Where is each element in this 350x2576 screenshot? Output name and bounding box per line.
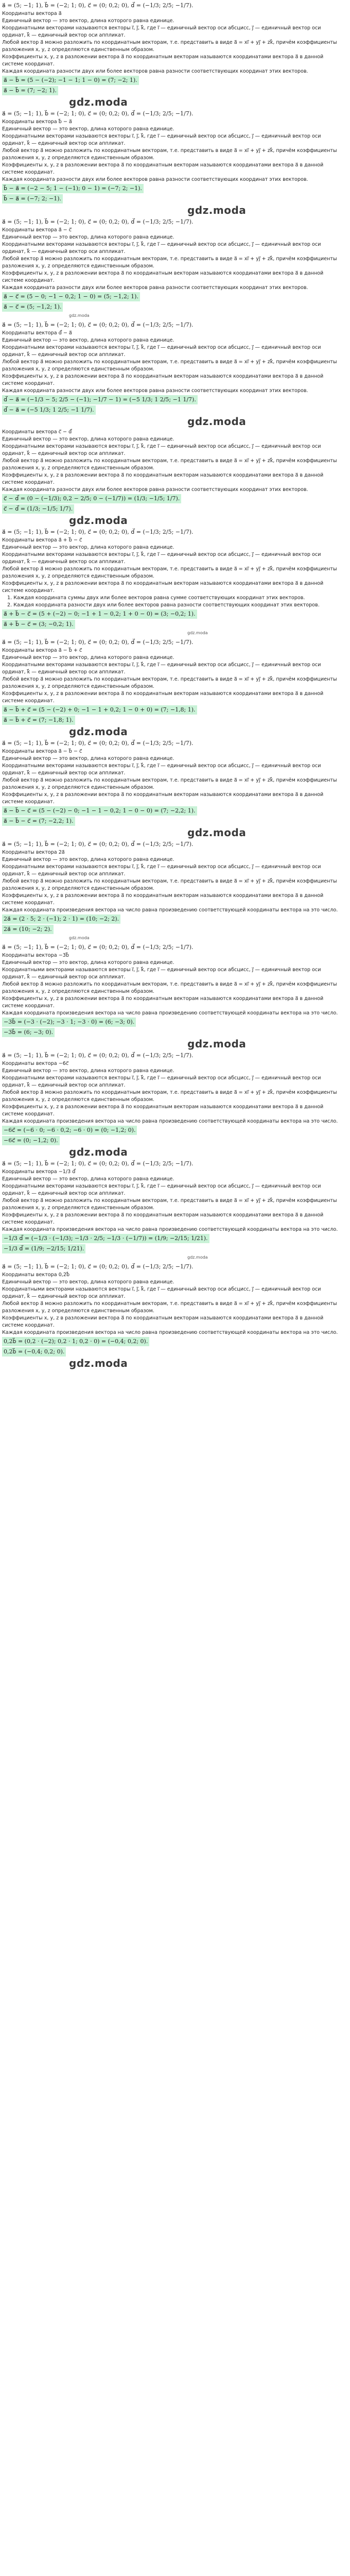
highlighted-result: d⃗ − a⃗ = (−1/3 − 5; 2/5 − (−1); −1/7 − 1) = (−5 1/3; 1 2/5; −1 1/7). (2, 395, 198, 404)
solution-section (2, 320, 344, 427)
answer-line (2, 619, 344, 630)
answer-line (2, 183, 344, 194)
answer-line (2, 609, 344, 619)
explanation-text: Любой вектор a⃗ можно разложить по координатным векторам, т.е. представить в виде a⃗ = xi⃗ + yj⃗ + zk⃗, причём коэффициенты разложения x, y, z определяются единственным образом. (2, 566, 337, 579)
explanation-text: Единичный вектор — это вектор, длина которого равна единице. (2, 857, 174, 862)
watermark-logo: gdz.moda (187, 1255, 208, 1260)
solution-section (2, 429, 344, 526)
explanation-text: Координатными векторами называются векторы i⃗, j⃗, k⃗, где i⃗ — единичный вектор оси абсцисс, j⃗ — единичный вектор оси ординат, k⃗ — единичный вектор оси аппликат. (2, 864, 321, 877)
explanation-text: Коэффициенты x, y, z в разложении вектора a⃗ по координатным векторам называются координатами вектора a⃗ в данной системе координат. (2, 581, 324, 594)
highlighted-result: a⃗ − c⃗ = (5; −1,2; 1). (2, 302, 63, 312)
explanation-text: Координатными векторами называются векторы i⃗, j⃗, k⃗, где i⃗ — единичный вектор оси абсцисс, j⃗ — единичный вектор оси ординат, k⃗ — единичный вектор оси аппликат. (2, 25, 321, 38)
explanation-text: Координатными векторами называются векторы i⃗, j⃗, k⃗, где i⃗ — единичный вектор оси абсцисс, j⃗ — единичный вектор оси ординат, k⃗ — единичный вектор оси аппликат. (2, 662, 321, 675)
answer-line (2, 86, 344, 96)
solution-section (2, 528, 344, 636)
solution-section (2, 1051, 344, 1157)
explanation-text: Единичный вектор — это вектор, длина которого равна единице. (2, 1279, 174, 1285)
solution-section (2, 943, 344, 1049)
highlighted-result: b⃗ − a⃗ = (−7; 2; −1). (2, 194, 63, 204)
explanation-text: Любой вектор a⃗ можно разложить по координатным векторам, т.е. представить в виде a⃗ = xi⃗ + yj⃗ + zk⃗, причём коэффициенты разложения x, y, z определяются единственным образом. (2, 359, 337, 372)
watermark-logo: gdz.moda (69, 96, 128, 108)
highlighted-result: −6c⃗ = (−6 · 0; −6 · 0,2; −6 · 0) = (0; −1,2; 0). (2, 1126, 137, 1135)
highlighted-result: a⃗ − b⃗ + c⃗ = (5 − (−2) + 0; −1 − 1 + 0,2; 1 − 0 + 0) = (7; −1,8; 1). (2, 705, 197, 715)
watermark-logo: gdz.moda (69, 936, 90, 940)
answer-line (2, 1244, 344, 1254)
answer-line (2, 1233, 344, 1244)
answer-line (2, 1125, 344, 1136)
explanation-text: Любой вектор a⃗ можно разложить по координатным векторам, т.е. представить в виде a⃗ = xi⃗ + yj⃗ + zk⃗, причём коэффициенты разложения x, y, z определяются единственным образом. (2, 256, 337, 269)
solution-section (2, 1159, 344, 1260)
explanation-text: Координатными векторами называются векторы i⃗, j⃗, k⃗, где i⃗ — единичный вектор оси абсцисс, j⃗ — единичный вектор оси ординат, k⃗ — единичный вектор оси аппликат. (2, 1075, 321, 1088)
explanation-text: Координаты вектора a⃗ (2, 11, 62, 16)
answer-line (2, 504, 344, 514)
explanation-text: Единичный вектор — это вектор, длина которого равна единице. (2, 756, 174, 761)
answer-line (2, 1017, 344, 1027)
explanation-text: Координатными векторами называются векторы i⃗, j⃗, k⃗, где i⃗ — единичный вектор оси абсцисс, j⃗ — единичный вектор оси ординат, k⃗ — единичный вектор оси аппликат. (2, 967, 321, 980)
answer-line (2, 405, 344, 415)
highlighted-result: 0,2b⃗ = (0,2 · (−2); 0,2 · 1; 0,2 · 0) = (−0,4; 0,2; 0). (2, 1337, 149, 1346)
explanation-text: Координатными векторами называются векторы i⃗, j⃗, k⃗, где i⃗ — единичный вектор оси абсцисс, j⃗ — единичный вектор оси ординат, k⃗ — единичный вектор оси аппликат. (2, 763, 321, 776)
highlighted-result: −6c⃗ = (0; −1,2; 0). (2, 1136, 60, 1145)
explanation-text: Каждая координата произведения вектора на число равна произведению соответствующей координаты вектора на это число. (2, 1118, 338, 1124)
explanation-text: Коэффициенты x, y, z в разложении вектора a⃗ по координатным векторам называются координатами вектора a⃗ в данной системе координат. (2, 1212, 324, 1225)
solution-document (2, 0, 344, 1368)
given-vectors: a⃗ = (5; −1; 1), b⃗ = (−2; 1; 0), c⃗ = (0; 0,2; 0), d⃗ = (−1/3; 2/5; −1/7). (2, 944, 194, 951)
answer-line (2, 194, 344, 204)
answer-line (2, 914, 344, 924)
answer-line (2, 395, 344, 405)
highlighted-result: a⃗ − b⃗ − c⃗ = (7; −2,2; 1). (2, 817, 75, 826)
explanation-text: Коэффициенты x, y, z в разложении вектора a⃗ по координатным векторам называются координатами вектора a⃗ в данной системе координат. (2, 1315, 324, 1328)
answer-line (2, 924, 344, 935)
explanation-text: Каждая координата произведения вектора на число равна произведению соответствующей координаты вектора на это число. (2, 1010, 338, 1016)
answer-line (2, 1136, 344, 1146)
explanation-text: Любой вектор a⃗ можно разложить по координатным векторам, т.е. представить в виде a⃗ = xi⃗ + yj⃗ + zk⃗, причём коэффициенты разложения x, y, z определяются единственным образом. (2, 1301, 337, 1314)
highlighted-result: a⃗ − b⃗ + c⃗ = (7; −1,8; 1). (2, 716, 75, 725)
explanation-text: Координаты вектора c⃗ − d⃗ (2, 429, 72, 435)
explanation-text: Единичный вектор — это вектор, длина которого равна единице. (2, 1068, 174, 1074)
explanation-text: Каждая координата произведения вектора на число равна произведению соответствующей координаты вектора на это число. (2, 907, 338, 913)
solution-section (2, 739, 344, 838)
answer-line (2, 494, 344, 504)
explanation-text: Единичный вектор — это вектор, длина которого равна единице. (2, 960, 174, 965)
explanation-text: Коэффициенты x, y, z в разложении вектора a⃗ по координатным векторам называются координатами вектора a⃗ в данной системе координат. (2, 54, 324, 67)
explanation-text: Координаты вектора 2a⃗ (2, 850, 65, 855)
answer-line (2, 302, 344, 312)
watermark-logo: gdz.moda (187, 204, 247, 216)
given-vectors: a⃗ = (5; −1; 1), b⃗ = (−2; 1; 0), c⃗ = (0; 0,2; 0), d⃗ = (−1/3; 2/5; −1/7). (2, 1263, 194, 1270)
explanation-text: Единичный вектор — это вектор, длина которого равна единице. (2, 655, 174, 660)
answer-line (2, 806, 344, 816)
explanation-text: Координатными векторами называются векторы i⃗, j⃗, k⃗, где i⃗ — единичный вектор оси абсцисс, j⃗ — единичный вектор оси ординат, k⃗ — единичный вектор оси аппликат. (2, 242, 321, 255)
highlighted-result: 2a⃗ = (2 · 5; 2 · (−1); 2 · 1) = (10; −2; 2). (2, 914, 120, 924)
explanation-text: Координаты вектора a⃗ − b⃗ + c⃗ (2, 648, 82, 653)
highlighted-result: −3b⃗ = (6; −3; 0). (2, 1028, 55, 1037)
explanation-text: Координаты вектора b⃗ − a⃗ (2, 119, 72, 125)
rule-item: 2. Каждая координата разности двух или более векторов равна разности соответствующих координат этих векторов. (7, 602, 320, 608)
explanation-text: Координатными векторами называются векторы i⃗, j⃗, k⃗, где i⃗ — единичный вектор оси абсцисс, j⃗ — единичный вектор оси ординат, k⃗ — единичный вектор оси аппликат. (2, 552, 321, 565)
explanation-text: Координаты вектора a⃗ + b⃗ − c⃗ (2, 537, 82, 543)
given-vectors: a⃗ = (5; −1; 1), b⃗ = (−2; 1; 0), c⃗ = (0; 0,2; 0), d⃗ = (−1/3; 2/5; −1/7). (2, 639, 194, 646)
explanation-text: Каждая координата разности двух или более векторов равна разности соответствующих координат этих векторов. (2, 69, 308, 74)
answer-line (2, 816, 344, 826)
explanation-text: Координатными векторами называются векторы i⃗, j⃗, k⃗, где i⃗ — единичный вектор оси абсцисс, j⃗ — единичный вектор оси ординат, k⃗ — единичный вектор оси аппликат. (2, 345, 321, 358)
explanation-text: Координаты вектора 0,2b⃗ (2, 1272, 70, 1278)
explanation-text: Любой вектор a⃗ можно разложить по координатным векторам, т.е. представить в виде a⃗ = xi⃗ + yj⃗ + zk⃗, причём коэффициенты разложения x, y, z определяются единственным образом. (2, 458, 337, 471)
explanation-text: Любой вектор a⃗ можно разложить по координатным векторам, т.е. представить в виде a⃗ = xi⃗ + yj⃗ + zk⃗, причём коэффициенты разложения x, y, z определяются единственным образом. (2, 777, 337, 790)
watermark-logo: gdz.moda (69, 725, 128, 738)
explanation-text: Координаты вектора a⃗ − c⃗ (2, 227, 72, 233)
explanation-text: Координаты вектора a⃗ − b⃗ − c⃗ (2, 749, 82, 754)
explanation-text: Любой вектор a⃗ можно разложить по координатным векторам, т.е. представить в виде a⃗ = xi⃗ + yj⃗ + zk⃗, причём коэффициенты разложения x, y, z определяются единственным образом. (2, 676, 337, 689)
explanation-text: Координаты вектора d⃗ − a⃗ (2, 330, 72, 336)
explanation-text: Каждая координата произведения вектора на число равна произведению соответствующей координаты вектора на это число. (2, 1330, 338, 1335)
watermark-logo: gdz.moda (187, 1038, 247, 1050)
explanation-text: Любой вектор a⃗ можно разложить по координатным векторам, т.е. представить в виде a⃗ = xi⃗ + yj⃗ + zk⃗, причём коэффициенты разложения x, y, z определяются единственным образом. (2, 981, 337, 994)
explanation-text: Коэффициенты x, y, z в разложении вектора a⃗ по координатным векторам называются координатами вектора a⃗ в данной системе координат. (2, 162, 324, 175)
explanation-text: Любой вектор a⃗ можно разложить по координатным векторам, т.е. представить в виде a⃗ = xi⃗ + yj⃗ + zk⃗, причём коэффициенты разложения x, y, z определяются единственным образом. (2, 1090, 337, 1103)
explanation-text: Координаты вектора −1/3 d⃗ (2, 1169, 76, 1175)
given-vectors: a⃗ = (5; −1; 1), b⃗ = (−2; 1; 0), c⃗ = (0; 0,2; 0), d⃗ = (−1/3; 2/5; −1/7). (2, 1052, 194, 1059)
answer-line (2, 1336, 344, 1347)
highlighted-result: a⃗ + b⃗ − c⃗ = (3; −0,2; 1). (2, 620, 75, 629)
explanation-text: Коэффициенты x, y, z в разложении вектора a⃗ по координатным векторам называются координатами вектора a⃗ в данной системе координат. (2, 893, 324, 906)
explanation-text: Любой вектор a⃗ можно разложить по координатным векторам, т.е. представить в виде a⃗ = xi⃗ + yj⃗ + zk⃗, причём коэффициенты разложения x, y, z определяются единственным образом. (2, 40, 337, 53)
solution-section (2, 840, 344, 941)
explanation-text: Коэффициенты x, y, z в разложении вектора a⃗ по координатным векторам называются координатами вектора a⃗ в данной системе координат. (2, 270, 324, 283)
given-vectors: a⃗ = (5; −1; 1), b⃗ = (−2; 1; 0), c⃗ = (0; 0,2; 0), d⃗ = (−1/3; 2/5; −1/7). (2, 110, 194, 117)
answer-line (2, 292, 344, 302)
given-vectors: a⃗ = (5; −1; 1), b⃗ = (−2; 1; 0), c⃗ = (0; 0,2; 0), d⃗ = (−1/3; 2/5; −1/7). (2, 529, 194, 535)
explanation-text: Единичный вектор — это вектор, длина которого равна единице. (2, 337, 174, 343)
highlighted-result: b⃗ − a⃗ = (−2 − 5; 1 − (−1); 0 − 1) = (−7; 2; −1). (2, 184, 144, 193)
given-vectors: a⃗ = (5; −1; 1), b⃗ = (−2; 1; 0), c⃗ = (0; 0,2; 0), d⃗ = (−1/3; 2/5; −1/7). (2, 1160, 194, 1167)
rule-item: 1. Каждая координата суммы двух или более векторов равна сумме соответствующих координат этих векторов. (7, 595, 305, 601)
highlighted-result: a⃗ − b⃗ = (5 − (−2); −1 − 1; 1 − 0) = (7; −2; 1). (2, 76, 139, 85)
explanation-text: Коэффициенты x, y, z в разложении вектора a⃗ по координатным векторам называются координатами вектора a⃗ в данной системе координат. (2, 996, 324, 1009)
solution-section (2, 1262, 344, 1368)
highlighted-result: d⃗ − a⃗ = (−5 1/3; 1 2/5; −1 1/7). (2, 405, 96, 415)
explanation-text: Любой вектор a⃗ можно разложить по координатным векторам, т.е. представить в виде a⃗ = xi⃗ + yj⃗ + zk⃗, причём коэффициенты разложения x, y, z определяются единственным образом. (2, 878, 337, 891)
explanation-text: Коэффициенты x, y, z в разложении вектора a⃗ по координатным векторам называются координатами вектора a⃗ в данной системе координат. (2, 472, 324, 485)
highlighted-result: a⃗ − b⃗ = (7; −2; 1). (2, 86, 58, 95)
explanation-text: Коэффициенты x, y, z в разложении вектора a⃗ по координатным векторам называются координатами вектора a⃗ в данной системе координат. (2, 374, 324, 386)
explanation-text: Коэффициенты x, y, z в разложении вектора a⃗ по координатным векторам называются координатами вектора a⃗ в данной системе координат. (2, 792, 324, 805)
solution-section (2, 1, 344, 107)
highlighted-result: c⃗ − d⃗ = (0 − (−1/3); 0,2 − 2/5; 0 − (−1/7)) = (1/3; −1/5; 1/7). (2, 494, 181, 503)
explanation-text: Единичный вектор — это вектор, длина которого равна единице. (2, 234, 174, 240)
explanation-text: Каждая координата разности двух или более векторов равна разности соответствующих координат этих векторов. (2, 487, 308, 493)
given-vectors: a⃗ = (5; −1; 1), b⃗ = (−2; 1; 0), c⃗ = (0; 0,2; 0), d⃗ = (−1/3; 2/5; −1/7). (2, 2, 194, 9)
highlighted-result: −1/3 d⃗ = (1/9; −2/15; 1/21). (2, 1244, 85, 1253)
watermark-logo: gdz.moda (69, 313, 90, 318)
highlighted-result: −1/3 d⃗ = (−1/3 · (−1/3); −1/3 · 2/5; −1/3 · (−1/7)) = (1/9; −2/15; 1/21). (2, 1234, 209, 1243)
solution-section (2, 638, 344, 737)
watermark-logo: gdz.moda (187, 631, 208, 635)
explanation-text: Единичный вектор — это вектор, длина которого равна единице. (2, 126, 174, 132)
given-vectors: a⃗ = (5; −1; 1), b⃗ = (−2; 1; 0), c⃗ = (0; 0,2; 0), d⃗ = (−1/3; 2/5; −1/7). (2, 740, 194, 747)
explanation-text: Координаты вектора −6c⃗ (2, 1061, 69, 1066)
highlighted-result: a⃗ − c⃗ = (5 − 0; −1 − 0,2; 1 − 0) = (5; −1,2; 1). (2, 292, 140, 301)
highlighted-result: −3b⃗ = (−3 · (−2); −3 · 1; −3 · 0) = (6; −3; 0). (2, 1018, 136, 1027)
explanation-text: Каждая координата разности двух или более векторов равна разности соответствующих координат этих векторов. (2, 388, 308, 394)
watermark-logo: gdz.moda (187, 826, 247, 839)
explanation-text: Единичный вектор — это вектор, длина которого равна единице. (2, 545, 174, 550)
answer-line (2, 715, 344, 725)
given-vectors: a⃗ = (5; −1; 1), b⃗ = (−2; 1; 0), c⃗ = (0; 0,2; 0), d⃗ = (−1/3; 2/5; −1/7). (2, 218, 194, 225)
explanation-text: Любой вектор a⃗ можно разложить по координатным векторам, т.е. представить в виде a⃗ = xi⃗ + yj⃗ + zk⃗, причём коэффициенты разложения x, y, z определяются единственным образом. (2, 148, 337, 161)
explanation-text: Каждая координата разности двух или более векторов равна разности соответствующих координат этих векторов. (2, 285, 308, 291)
answer-line (2, 1347, 344, 1357)
given-vectors: a⃗ = (5; −1; 1), b⃗ = (−2; 1; 0), c⃗ = (0; 0,2; 0), d⃗ = (−1/3; 2/5; −1/7). (2, 841, 194, 848)
given-vectors: a⃗ = (5; −1; 1), b⃗ = (−2; 1; 0), c⃗ = (0; 0,2; 0), d⃗ = (−1/3; 2/5; −1/7). (2, 321, 194, 328)
explanation-text: Коэффициенты x, y, z в разложении вектора a⃗ по координатным векторам называются координатами вектора a⃗ в данной системе координат. (2, 691, 324, 704)
watermark-logo: gdz.moda (69, 1146, 128, 1158)
explanation-text: Любой вектор a⃗ можно разложить по координатным векторам, т.е. представить в виде a⃗ = xi⃗ + yj⃗ + zk⃗, причём коэффициенты разложения x, y, z определяются единственным образом. (2, 1198, 337, 1211)
explanation-text: Коэффициенты x, y, z в разложении вектора a⃗ по координатным векторам называются координатами вектора a⃗ в данной системе координат. (2, 1104, 324, 1117)
explanation-text: Координатными векторами называются векторы i⃗, j⃗, k⃗, где i⃗ — единичный вектор оси абсцисс, j⃗ — единичный вектор оси ординат, k⃗ — единичный вектор оси аппликат. (2, 444, 321, 456)
highlighted-result: c⃗ − d⃗ = (1/3; −1/5; 1/7). (2, 504, 74, 514)
answer-line (2, 705, 344, 715)
highlighted-result: a⃗ − b⃗ − c⃗ = (5 − (−2) − 0; −1 − 1 − 0,2; 1 − 0 − 0) = (7; −2,2; 1). (2, 806, 197, 816)
explanation-text: Каждая координата произведения вектора на число равна произведению соответствующей координаты вектора на это число. (2, 1227, 338, 1232)
highlighted-result: 2a⃗ = (10; −2; 2). (2, 925, 54, 934)
answer-line (2, 75, 344, 86)
explanation-text: Каждая координата разности двух или более векторов равна разности соответствующих координат этих векторов. (2, 177, 308, 182)
explanation-text: Координаты вектора −3b⃗ (2, 953, 69, 958)
highlighted-result: a⃗ + b⃗ − c⃗ = (5 + (−2) − 0; −1 + 1 − 0,2; 1 + 0 − 0) = (3; −0,2; 1). (2, 609, 197, 619)
explanation-text: Координатными векторами называются векторы i⃗, j⃗, k⃗, где i⃗ — единичный вектор оси абсцисс, j⃗ — единичный вектор оси ординат, k⃗ — единичный вектор оси аппликат. (2, 1286, 321, 1299)
answer-line (2, 1027, 344, 1038)
solution-section (2, 217, 344, 318)
explanation-text: Единичный вектор — это вектор, длина которого равна единице. (2, 18, 174, 24)
explanation-text: Координатными векторами называются векторы i⃗, j⃗, k⃗, где i⃗ — единичный вектор оси абсцисс, j⃗ — единичный вектор оси ординат, k⃗ — единичный вектор оси аппликат. (2, 133, 321, 146)
watermark-logo: gdz.moda (69, 1357, 128, 1369)
solution-section (2, 109, 344, 215)
explanation-text: Координатными векторами называются векторы i⃗, j⃗, k⃗, где i⃗ — единичный вектор оси абсцисс, j⃗ — единичный вектор оси ординат, k⃗ — единичный вектор оси аппликат. (2, 1183, 321, 1196)
watermark-logo: gdz.moda (69, 514, 128, 527)
watermark-logo: gdz.moda (187, 415, 247, 428)
explanation-text: Единичный вектор — это вектор, длина которого равна единице. (2, 436, 174, 442)
highlighted-result: 0,2b⃗ = (−0,4; 0,2; 0). (2, 1347, 66, 1357)
explanation-text: Единичный вектор — это вектор, длина которого равна единице. (2, 1176, 174, 1182)
